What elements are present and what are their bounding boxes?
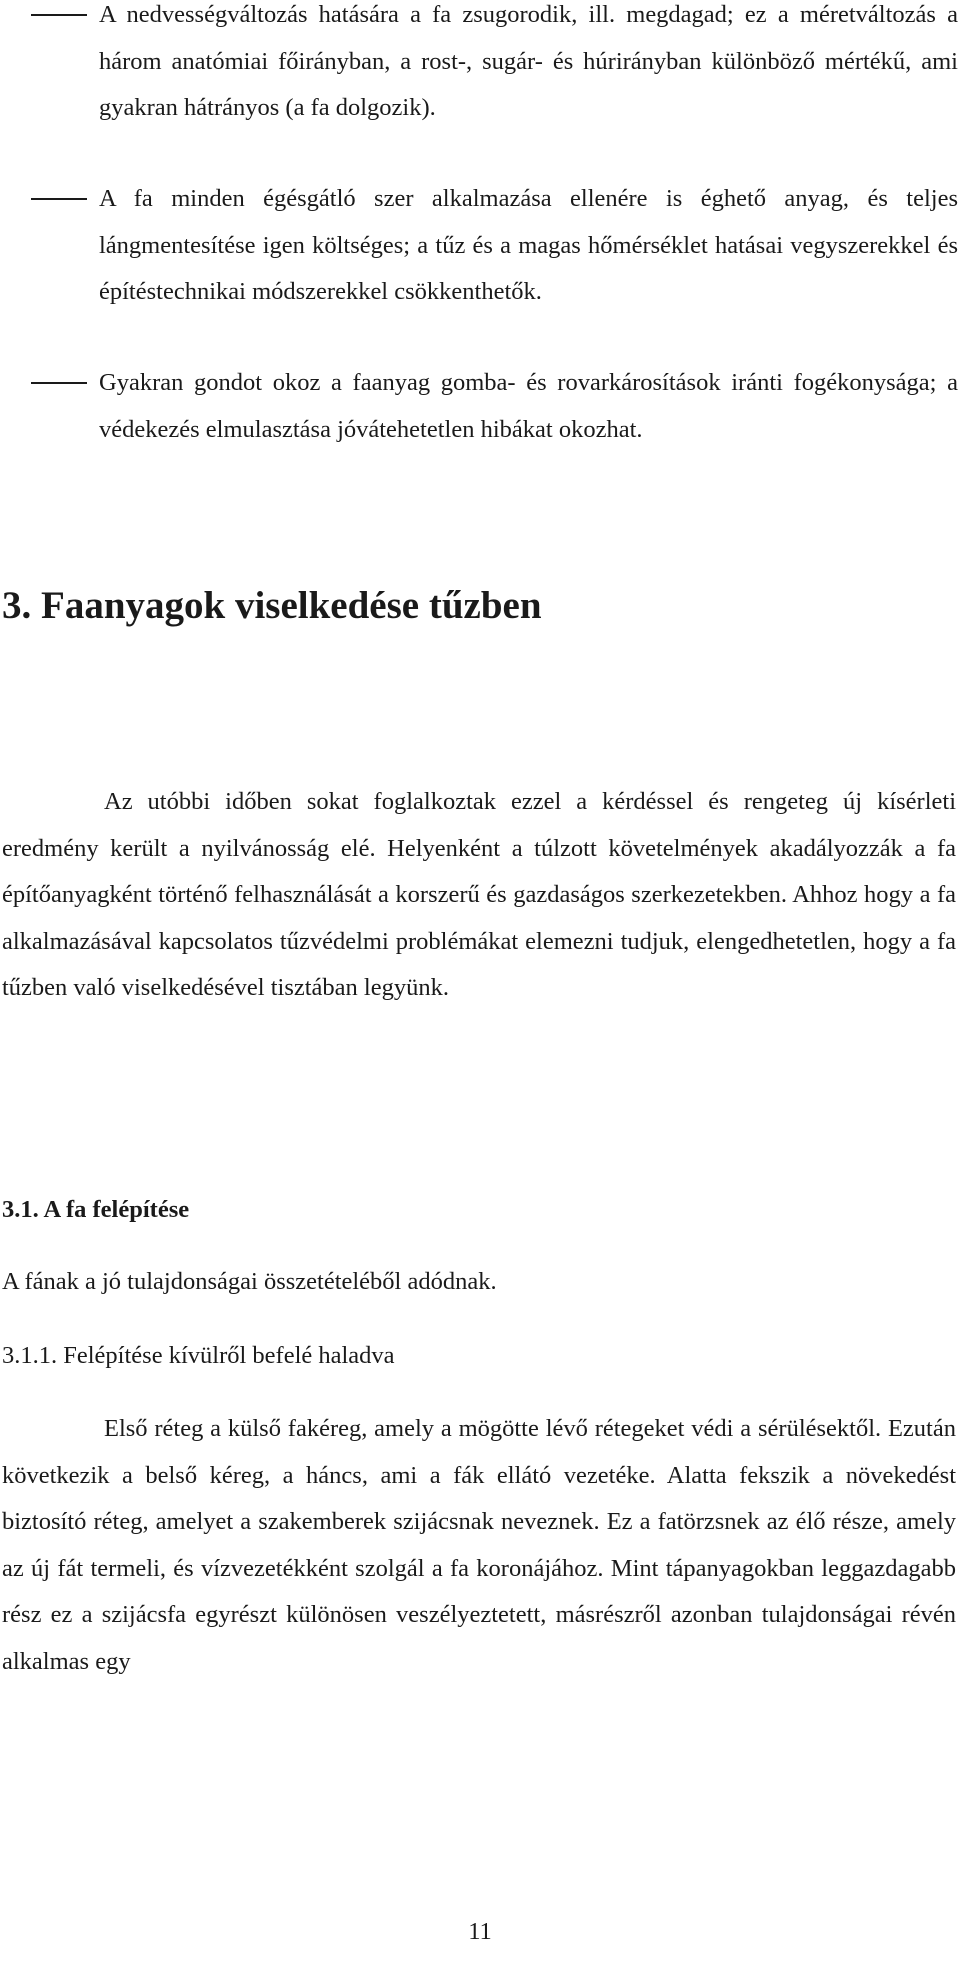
bullet-item [0,0,960,132]
subsection-text: A fának a jó tulajdonságai összetételéből adódnak. [2,1268,497,1295]
bullet-text: A nedvességváltozás hatására a fa zsugorodik, ill. megdagad; ez a méretváltozás a három anatómiai főirányban, a rost-, sugár- és húrirányban különböző mértékű, ami gyakran hátrányos (a fa dolgozik). [99,1,958,121]
subsubsection-heading: 3.1.1. Felépítése kívülről befelé haladva [2,1342,395,1369]
page-number: 11 [468,1918,492,1945]
section-heading: 3. Faanyagok viselkedése tűzben [2,584,542,627]
bullet-text: A fa minden égésgátló szer alkalmazása ellenére is éghető anyag, és teljes lángmentesítése igen költséges; a tűz és a magas hőmérséklet hatásai vegyszerekkel és építéstechnikai módszerekkel csökkenthetők. [99,185,958,305]
layers-paragraph: Első réteg a külső fakéreg, amely a mögötte lévő rétegeket védi a sérülésektől. Ezután következik a belső kéreg, a háncs, ami a fák ellátó vezetéke. Alatta fekszik a növekedést biztosító réteg, amelyet a szakemberek szijácsnak neveznek. Ez a fatörzsnek az élő része, amely az új fát termeli, és vízvezetékként szolgál a fa koronájához. Mint tápanyagokban leggazdagabb rész ez a szijácsfa egyrészt különösen veszélyeztetett, másrészről azonban tulajdonságai révén alkalmas egy [2,1415,956,1675]
bullet-item [0,360,960,453]
dash-bullet-icon [31,198,87,200]
subsection-heading: 3.1. A fa felépítése [2,1196,190,1223]
section-intro-paragraph: Az utóbbi időben sokat foglalkoztak ezzel a kérdéssel és rengeteg új kísérleti eredmény került a nyilvánosság elé. Helyenként a túlzott követelmények akadályozzák a fa építőanyagként történő felhasználását a korszerű és gazdaságos szerkezetekben. Ahhoz hogy a fa alkalmazásával kapcsolatos tűzvédelmi problémákat elemezni tudjuk, elengedhetetlen, hogy a fa tűzben való viselkedésével tisztában legyünk. [2,788,956,1001]
dash-bullet-icon [31,14,87,16]
dash-bullet-icon [31,382,87,384]
bullet-item [0,176,960,316]
bullet-text: Gyakran gondot okoz a faanyag gomba- és rovarkárosítások iránti fogékonysága; a védekezés elmulasztása jóvátehetetlen hibákat okozhat. [99,369,958,443]
